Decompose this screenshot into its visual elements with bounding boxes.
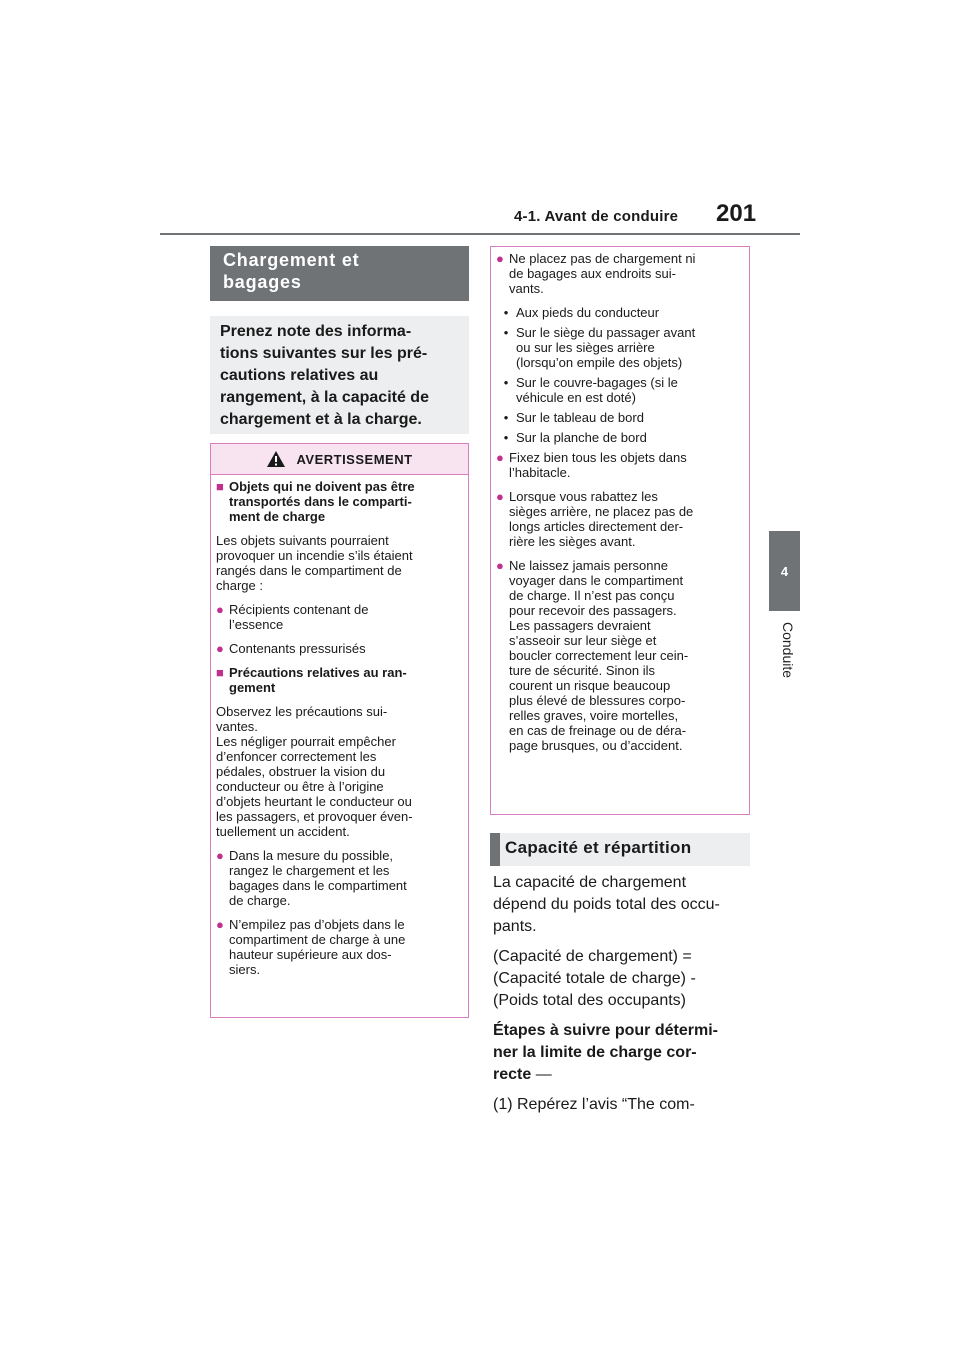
text-line: l’habitacle. (509, 465, 571, 480)
text-line: pour recevoir des passagers. (509, 603, 677, 618)
intro-line: rangement, à la capacité de (220, 389, 429, 406)
text-line: rangez le chargement et les (229, 863, 390, 878)
intro-box (210, 316, 469, 434)
list-item (496, 305, 743, 320)
bullet-icon: • (503, 410, 509, 425)
page-number: 201 (716, 200, 757, 227)
intro-line: chargement et à la charge. (220, 411, 422, 428)
em-dash: — (531, 1066, 552, 1083)
text-line: boucler correctement leur cein- (509, 648, 689, 663)
text-line: La capacité de chargement (493, 874, 687, 891)
item-text (509, 489, 743, 549)
warning-header (211, 444, 468, 475)
list-item (496, 325, 743, 370)
step-1 (493, 1094, 755, 1116)
text-line: Précautions relatives au ran- (229, 665, 407, 680)
text-line: pédales, obstruer la vision du (216, 764, 386, 779)
text-line: Fixez bien tous les objets dans (509, 450, 687, 465)
item-text (516, 325, 695, 370)
warning-box (210, 443, 469, 1018)
text-line: d’objets heurtant le conducteur ou (216, 794, 412, 809)
text-line: charge : (216, 578, 263, 593)
text-line: Sur le couvre-bagages (si le (516, 375, 678, 390)
text-line: Récipients contenant de (229, 602, 369, 617)
text-line: s’asseoir sur leur siège et (509, 633, 657, 648)
item-text (229, 848, 463, 908)
capacity-body (493, 872, 755, 1124)
item-text (516, 410, 644, 425)
text-line: provoquer un incendie s’ils étaient (216, 548, 413, 563)
text-line: ner la limite de charge cor- (493, 1044, 697, 1061)
text-line: ou sur les sièges arrière (516, 340, 655, 355)
bullet-icon: • (503, 430, 509, 445)
text-line: de bagages aux endroits sui- (509, 266, 676, 281)
text-line: rangés dans le compartiment de (216, 563, 402, 578)
text-line: vantes. (216, 719, 258, 734)
intro-line: cautions relatives au (220, 367, 379, 384)
text-line: plus élevé de blessures corpo- (509, 693, 686, 708)
item-text (509, 251, 743, 296)
section-title-chargement (210, 246, 469, 301)
chapter-number: 4 (780, 563, 789, 579)
bullet-icon: ● (496, 450, 504, 465)
text-line: l’essence (229, 617, 284, 632)
bullet-icon: ● (216, 602, 224, 617)
text-line: d’enfoncer correctement les (216, 749, 377, 764)
text-line: Objets qui ne doivent pas être (229, 479, 415, 494)
text-line: recte (493, 1066, 532, 1083)
item-text (229, 479, 463, 524)
warning-paragraph (216, 533, 463, 593)
intro-line: tions suivantes sur les pré- (220, 345, 428, 362)
text-line: de charge. Il n’est pas conçu (509, 588, 675, 603)
text-line: relles graves, voire mortelles, (509, 708, 679, 723)
bullet-icon: • (503, 325, 509, 340)
text-line: Sur le siège du passager avant (516, 325, 696, 340)
list-item (496, 489, 743, 549)
text-line: page brusques, ou d’accident. (509, 738, 683, 753)
text-line: compartiment de charge à une (229, 932, 406, 947)
text-line: voyager dans le compartiment (509, 573, 684, 588)
text-line: Sur la planche de bord (516, 430, 647, 445)
text-line: de charge. (229, 893, 291, 908)
warning-box-continued (490, 246, 750, 815)
steps-heading (493, 1020, 755, 1086)
text-line: bagages dans le compartiment (229, 878, 407, 893)
text-line: transportés dans le comparti- (229, 494, 412, 509)
text-line: pants. (493, 918, 537, 935)
text-line: Les passagers devraient (509, 618, 651, 633)
text-line: N’empilez pas d’objets dans le (229, 917, 405, 932)
bullet-icon: ● (216, 641, 224, 656)
bullet-icon: ● (496, 489, 504, 504)
item-text (509, 450, 743, 480)
text-line: en cas de freinage ou de déra- (509, 723, 687, 738)
text-line: Lorsque vous rabattez les (509, 489, 658, 504)
text-line: siers. (229, 962, 261, 977)
item-text (229, 917, 463, 977)
warning-subheading (216, 665, 463, 695)
list-item (216, 917, 463, 977)
list-item (216, 641, 463, 656)
warning-subheading (216, 479, 463, 524)
text-line: Sur le tableau de bord (516, 410, 644, 425)
text-line: Observez les précautions sui- (216, 704, 388, 719)
text-line: courent un risque beaucoup (509, 678, 671, 693)
text-line: (1) Repérez l’avis “The com- (493, 1096, 695, 1113)
text-line: Contenants pressurisés (229, 641, 366, 656)
text-line: longs articles directement der- (509, 519, 684, 534)
section-header: 4-1. Avant de conduire (514, 208, 679, 225)
text-line: les passagers, et provoquer éven- (216, 809, 413, 824)
list-item (496, 450, 743, 480)
bullet-icon: • (503, 305, 509, 320)
list-item (496, 375, 743, 405)
item-text (216, 533, 463, 593)
list-item (496, 430, 743, 445)
header-rule (160, 233, 800, 235)
bullet-icon: • (503, 375, 509, 390)
item-text (516, 375, 678, 405)
chapter-tab[interactable] (769, 531, 800, 611)
bullet-icon: ● (216, 917, 224, 932)
text-line: tuellement un accident. (216, 824, 350, 839)
item-text (516, 430, 647, 445)
text-line: Les objets suivants pourraient (216, 533, 389, 548)
text-line: (lorsqu’on empile des objets) (516, 355, 683, 370)
text-line: hauteur supérieure aux dos- (229, 947, 392, 962)
bullet-icon: ● (216, 848, 224, 863)
text-line: (Capacité totale de charge) - (493, 970, 696, 987)
list-item (496, 410, 743, 425)
text-line: Les négliger pourrait empêcher (216, 734, 396, 749)
item-text (216, 704, 463, 839)
text-line: vants. (509, 281, 544, 296)
text-line: ture de sécurité. Sinon ils (509, 663, 655, 678)
text-line: Étapes à suivre pour détermi- (493, 1022, 718, 1039)
bullet-icon: ● (496, 251, 504, 266)
text-line: Aux pieds du conducteur (516, 305, 660, 320)
text-line: véhicule en est doté) (516, 390, 636, 405)
text-line: (Capacité de chargement) = (493, 948, 692, 965)
square-bullet-icon: ■ (216, 479, 224, 494)
warning-paragraph (216, 704, 463, 839)
list-item (496, 558, 743, 753)
list-item (216, 602, 463, 632)
list-item (216, 848, 463, 908)
warning-triangle-icon (266, 450, 286, 468)
text-line: Ne laissez jamais personne (509, 558, 668, 573)
text-line: dépend du poids total des occu- (493, 896, 720, 913)
text-line: Dans la mesure du possible, (229, 848, 394, 863)
text-line: Ne placez pas de chargement ni (509, 251, 696, 266)
warning-body (211, 475, 468, 977)
warning-title: AVERTISSEMENT (296, 451, 413, 467)
list-item (496, 251, 743, 296)
item-text (229, 641, 463, 656)
text-line: gement (229, 680, 276, 695)
text-line: conducteur ou être à l’origine (216, 779, 384, 794)
item-text (516, 305, 659, 320)
square-bullet-icon: ■ (216, 665, 224, 680)
item-text (229, 665, 463, 695)
section-title-line: bagages (223, 272, 302, 292)
capacity-para-1 (493, 872, 755, 938)
text-line: sièges arrière, ne placez pas de (509, 504, 694, 519)
capacity-formula (493, 946, 755, 1012)
item-text (229, 602, 463, 632)
intro-line: Prenez note des informa- (220, 323, 412, 340)
chapter-label: Conduite (780, 622, 796, 679)
section-title-line: Chargement et (223, 250, 360, 270)
section-title-capacite: Capacité et répartition (490, 833, 750, 866)
text-line: rière les sièges avant. (509, 534, 636, 549)
text-line: ment de charge (229, 509, 326, 524)
bullet-icon: ● (496, 558, 504, 573)
text-line: (Poids total des occupants) (493, 992, 686, 1009)
item-text (509, 558, 743, 753)
